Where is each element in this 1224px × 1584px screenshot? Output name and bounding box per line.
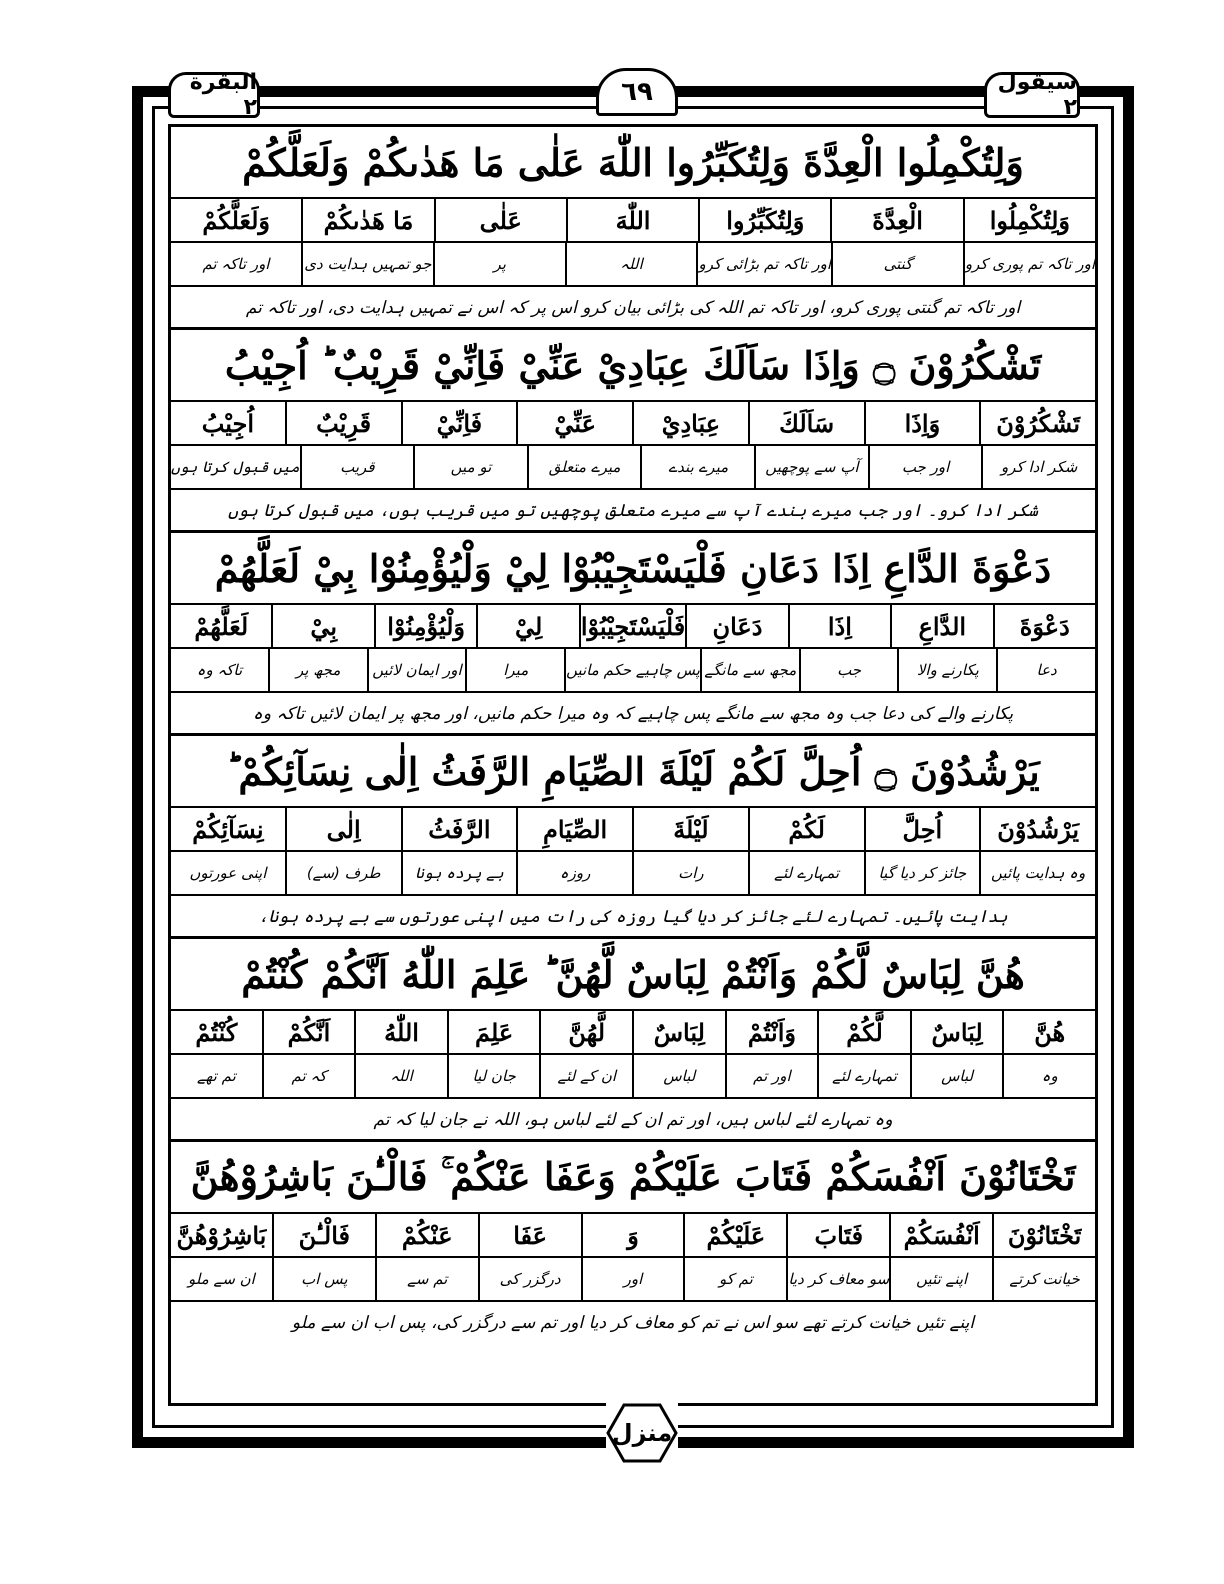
arabic-word-cell: لِبَاسٌ [632, 1011, 725, 1053]
urdu-meaning-cell: تم سے [375, 1258, 478, 1300]
urdu-meaning-cell: تم کو [683, 1258, 786, 1300]
arabic-verse-line: تَشْكُرُوْنَ ۝ وَاِذَا سَاَلَكَ عِبَادِيْ عَنِّيْ فَاِنِّيْ قَرِيْبٌ ؕ اُجِيْبُ [171, 330, 1095, 402]
urdu-meaning-cell: تم تھے [196, 1067, 236, 1085]
arabic-word-cell: وَلَعَلَّكُمْ [202, 205, 270, 235]
arabic-word-cell: بَاشِرُوْهُنَّ [176, 1220, 267, 1250]
urdu-meaning-cell: سو معاف کر دیا [786, 1258, 889, 1300]
urdu-meaning-cell: اور تم [725, 1055, 818, 1097]
meaning-row [171, 649, 1095, 693]
arabic-word-cell: مَا هَدٰىكُمْ [301, 199, 433, 241]
urdu-meaning-cell: پر [433, 243, 565, 285]
arabic-word-cell: اللّٰهُ [354, 1011, 447, 1053]
urdu-meaning-cell: میں قبول کرتا ہوں [170, 458, 300, 476]
urdu-meaning-cell: اور ایمان لائیں [367, 649, 466, 691]
meaning-row [171, 446, 1095, 490]
urdu-meaning-cell: پس چاہیے حکم مانیں [564, 649, 700, 691]
urdu-meaning-cell: میرے متعلق [527, 446, 641, 488]
arabic-verse-line: هُنَّ لِبَاسٌ لَّكُمْ وَاَنْتُمْ لِبَاسٌ لَّهُنَّ ؕ عَلِمَ اللّٰهُ اَنَّكُمْ كُنْتُمْ [171, 939, 1095, 1011]
arabic-word-cell: كُنْتُمْ [195, 1017, 238, 1047]
urdu-meaning-cell: وہ ہدایت پائیں [979, 852, 1095, 894]
urdu-meaning-cell: وہ [1002, 1055, 1095, 1097]
urdu-meaning-cell: درگزر کی [478, 1258, 581, 1300]
urdu-meaning-cell: گنتی [831, 243, 963, 285]
arabic-word-cell: وَلِتُكَبِّرُوا [698, 199, 830, 241]
arabic-word-cell: دَعَانِ [685, 605, 787, 647]
urdu-meaning-cell: پس اب [272, 1258, 375, 1300]
arabic-word-cell: وَاَنْتُمْ [725, 1011, 818, 1053]
urdu-meaning-cell: دعا [996, 649, 1095, 691]
arabic-word-cell: اللّٰهَ [566, 199, 698, 241]
arabic-word-cell: لَعَلَّهُمْ [194, 611, 249, 641]
urdu-meaning-cell: مجھ سے مانگے [700, 649, 799, 691]
urdu-meaning-cell: جو تمہیں ہدایت دی [301, 243, 433, 285]
urdu-meaning-cell: اور [581, 1258, 684, 1300]
urdu-meaning-cell: تمہارے لئے [817, 1055, 910, 1097]
arabic-word-cell: اَنَّكُمْ [262, 1011, 355, 1053]
arabic-word-cell: الصِّيَامِ [516, 808, 632, 850]
para-name-label: سیقول ۲ [984, 72, 1080, 118]
verse-section [171, 736, 1095, 939]
arabic-word-cell: عَلَيْكُمْ [683, 1214, 786, 1256]
arabic-word-cell: تَشْكُرُوْنَ [979, 402, 1095, 444]
arabic-word-cell: عَفَا [478, 1214, 581, 1256]
urdu-meaning-cell: اور جب [868, 446, 982, 488]
page-number: ٦٩ [596, 68, 678, 116]
arabic-word-cell: الدَّاعِ [890, 605, 992, 647]
urdu-meaning-cell: میرے بندے [640, 446, 754, 488]
arabic-word-cell: عَنْكُمْ [375, 1214, 478, 1256]
verse-section [171, 1142, 1095, 1342]
urdu-meaning-cell: تو میں [413, 446, 527, 488]
arabic-verse-line: وَلِتُكْمِلُوا الْعِدَّةَ وَلِتُكَبِّرُوا اللّٰهَ عَلٰى مَا هَدٰىكُمْ وَلَعَلَّكُمْ [171, 127, 1095, 199]
urdu-meaning-cell: بے پردہ ہونا [401, 852, 517, 894]
urdu-meaning-cell: لباس [632, 1055, 725, 1097]
arabic-word-cell: قَرِيْبٌ [285, 402, 401, 444]
urdu-translation-line: اور تاکہ تم گنتی پوری کرو، اور تاکہ تم اللہ کی بڑائی بیان کرو اس پر کہ اس نے تمہیں ہدایت دی، اور تاکہ تم [245, 297, 1021, 318]
urdu-translation-line: وہ تمہارے لئے لباس ہیں، اور تم ان کے لئے لباس ہو، اللہ نے جان لیا کہ تم [373, 1109, 893, 1130]
arabic-word-cell: بِيْ [271, 605, 373, 647]
arabic-word-cell: الرَّفَثُ [401, 808, 517, 850]
urdu-meaning-cell: آپ سے پوچھیں [754, 446, 868, 488]
arabic-word-cell: لَّكُمْ [817, 1011, 910, 1053]
urdu-meaning-cell: اپنے تئیں [889, 1258, 992, 1300]
urdu-meaning-cell: لباس [910, 1055, 1003, 1097]
verse-section [171, 939, 1095, 1142]
urdu-meaning-cell: اللہ [354, 1055, 447, 1097]
arabic-word-cell: اُجِيْبُ [201, 408, 255, 438]
arabic-word-cell: وَاِذَا [864, 402, 980, 444]
arabic-word-cell: لَكُمْ [748, 808, 864, 850]
word-row [171, 199, 1095, 243]
arabic-word-cell: سَاَلَكَ [748, 402, 864, 444]
urdu-meaning-cell: خیانت کرتے [992, 1258, 1095, 1300]
urdu-meaning-cell: اور تاکہ تم [202, 255, 270, 273]
urdu-meaning-cell: جب [799, 649, 898, 691]
word-row [171, 808, 1095, 852]
arabic-word-cell: فَاِنِّيْ [401, 402, 517, 444]
arabic-word-cell: نِسَآئِكُمْ [192, 814, 264, 844]
urdu-translation-line: پکارنے والے کی دعا جب وہ مجھ سے مانگے پس چاہیے کہ وہ میرا حکم مانیں، اور مجھ پر ایمان لائیں تاکہ وہ [252, 703, 1014, 724]
urdu-meaning-cell: مجھ پر [268, 649, 367, 691]
arabic-word-cell: عِبَادِيْ [632, 402, 748, 444]
arabic-word-cell: عَلٰى [434, 199, 566, 241]
urdu-meaning-cell: طرف (سے) [285, 852, 401, 894]
urdu-meaning-cell: روزہ [516, 852, 632, 894]
urdu-meaning-cell: تمہارے لئے [748, 852, 864, 894]
meaning-row [171, 852, 1095, 896]
word-row [171, 1214, 1095, 1258]
arabic-word-cell: لَّهُنَّ [539, 1011, 632, 1053]
urdu-meaning-cell: ان سے ملو [188, 1270, 255, 1288]
manzil-badge [606, 1402, 678, 1464]
urdu-meaning-cell: کہ تم [262, 1055, 355, 1097]
urdu-meaning-cell: تاکہ وہ [196, 661, 243, 679]
urdu-translation-line: شکر ادا کرو۔ اور جب میرے بندے آپ سے میرے متعلق پوچھیں تو میں قریب ہوں، میں قبول کرتا ہوں [228, 500, 1038, 521]
arabic-word-cell: يَرْشُدُوْنَ [979, 808, 1095, 850]
arabic-word-cell: اِذَا [788, 605, 890, 647]
urdu-translation-line: اپنے تئیں خیانت کرتے تھے سو اس نے تم کو معاف کر دیا اور تم سے درگزر کی، پس اب ان سے ملو [291, 1312, 975, 1333]
arabic-word-cell: اُحِلَّ [864, 808, 980, 850]
urdu-meaning-cell: رات [632, 852, 748, 894]
meaning-row [171, 1055, 1095, 1099]
arabic-word-cell: لَيْلَةَ [632, 808, 748, 850]
urdu-meaning-cell: اپنی عورتوں [189, 864, 267, 882]
urdu-translation-line: ہدایت پائیں۔ تمہارے لئے جائز کر دیا گیا روزہ کی رات میں اپنی عورتوں سے بے پردہ ہونا، [258, 906, 1008, 927]
arabic-word-cell: عَنِّيْ [516, 402, 632, 444]
arabic-word-cell: فَلْيَسْتَجِيْبُوْا [579, 605, 685, 647]
word-row [171, 1011, 1095, 1055]
arabic-word-cell: وَ [581, 1214, 684, 1256]
arabic-word-cell: فَتَابَ [786, 1214, 889, 1256]
arabic-word-cell: فَالْـٰٔنَ [272, 1214, 375, 1256]
word-row [171, 402, 1095, 446]
arabic-verse-line: يَرْشُدُوْنَ ۝ اُحِلَّ لَكُمْ لَيْلَةَ الصِّيَامِ الرَّفَثُ اِلٰى نِسَآئِكُمْ ؕ [171, 736, 1095, 808]
arabic-word-cell: اِلٰى [285, 808, 401, 850]
manzil-label: منزل [611, 1419, 673, 1447]
urdu-meaning-cell: جائز کر دیا گیا [864, 852, 980, 894]
urdu-meaning-cell: ان کے لئے [539, 1055, 632, 1097]
urdu-meaning-cell: اللہ [565, 243, 697, 285]
urdu-meaning-cell: پکارنے والا [897, 649, 996, 691]
urdu-meaning-cell: شکر ادا کرو [981, 446, 1095, 488]
arabic-word-cell: وَلْيُؤْمِنُوْا [374, 605, 476, 647]
arabic-word-cell: اَنْفُسَكُمْ [889, 1214, 992, 1256]
meaning-row [171, 243, 1095, 287]
urdu-meaning-cell: میرا [465, 649, 564, 691]
arabic-word-cell: لِيْ [476, 605, 578, 647]
urdu-meaning-cell: اور تاکہ تم بڑائی کرو [696, 243, 831, 285]
urdu-meaning-cell: اور تاکہ تم پوری کرو [963, 243, 1095, 285]
urdu-meaning-cell: قریب [300, 446, 414, 488]
page-content [171, 127, 1095, 1342]
arabic-word-cell: وَلِتُكْمِلُوا [963, 199, 1095, 241]
arabic-verse-line: دَعْوَةَ الدَّاعِ اِذَا دَعَانِ فَلْيَسْتَجِيْبُوْا لِيْ وَلْيُؤْمِنُوْا بِيْ لَعَلَّهُمْ [171, 533, 1095, 605]
surah-name-label: البقرة ۲ [168, 72, 260, 118]
arabic-word-cell: دَعْوَةَ [993, 605, 1095, 647]
word-row [171, 605, 1095, 649]
verse-section [171, 330, 1095, 533]
verse-section [171, 533, 1095, 736]
arabic-word-cell: الْعِدَّةَ [830, 199, 962, 241]
verse-section [171, 127, 1095, 330]
arabic-word-cell: عَلِمَ [447, 1011, 540, 1053]
arabic-verse-line: تَخْتَانُوْنَ اَنْفُسَكُمْ فَتَابَ عَلَيْكُمْ وَعَفَا عَنْكُمْ ۚ فَالْـٰٔنَ بَاشِرُوْهُنَّ [171, 1142, 1095, 1214]
arabic-word-cell: تَخْتَانُوْنَ [992, 1214, 1095, 1256]
urdu-meaning-cell: جان لیا [447, 1055, 540, 1097]
arabic-word-cell: لِبَاسٌ [910, 1011, 1003, 1053]
arabic-word-cell: هُنَّ [1002, 1011, 1095, 1053]
meaning-row [171, 1258, 1095, 1302]
